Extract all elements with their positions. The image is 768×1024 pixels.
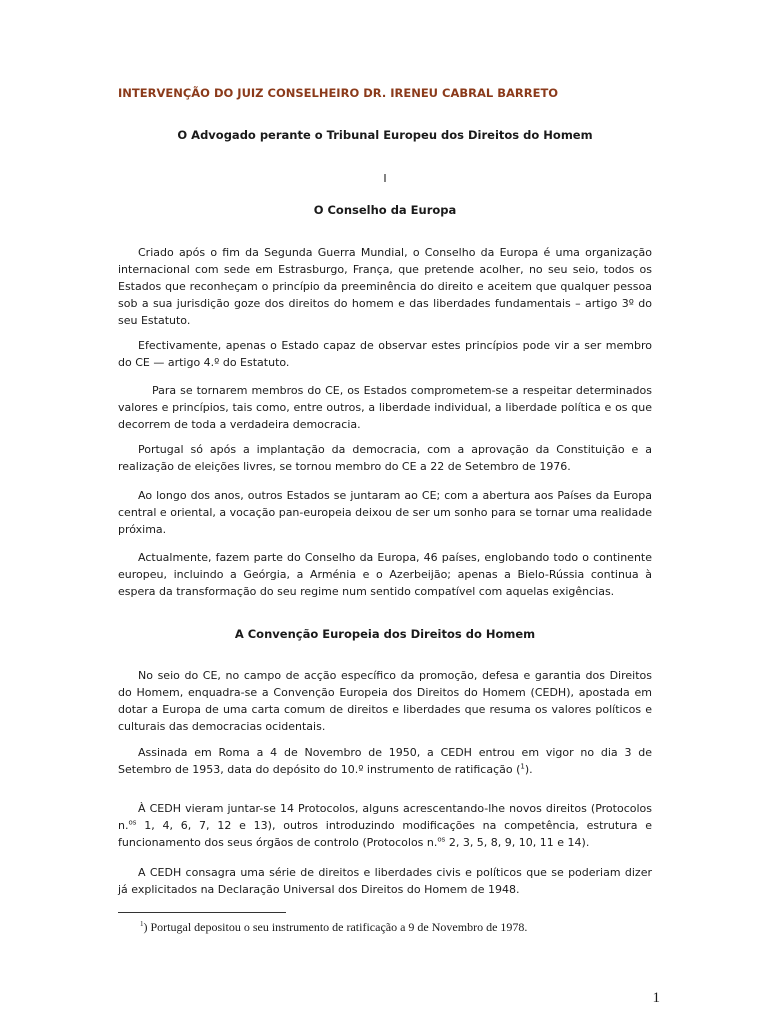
paragraph-2: Efectivamente, apenas o Estado capaz de observar estes princípios pode vir a ser membro do CE — artigo 4.º do Estatuto. (118, 339, 652, 369)
paragraph-5: Ao longo dos anos, outros Estados se juntaram ao CE; com a abertura aos Países da Europa central e oriental, a vocação pan-europeia deixou de ser um sonho para se tornar uma realidade próxima. (118, 489, 652, 536)
section-number: I (383, 172, 387, 185)
paragraph-8-end: ). (524, 763, 533, 776)
document-title: INTERVENÇÃO DO JUIZ CONSELHEIRO DR. IRENEU CABRAL BARRETO (118, 86, 559, 100)
footnote-divider (118, 912, 286, 913)
paragraph-9-text-b: 1, 4, 6, 7, 12 e 13), outros introduzindo modificações na competência, estrutura e funcionamento dos seus órgãos de controlo (Protocolos n. (118, 819, 652, 849)
footnote-marker: 1 (140, 920, 144, 928)
paragraph-9 (118, 800, 652, 851)
footnote-text: ) Portugal depositou o seu instrumento de ratificação a 9 de Novembro de 1978. (143, 920, 528, 934)
ordinal-suffix: os (437, 835, 446, 844)
paragraph-3: Para se tornarem membros do CE, os Estados comprometem-se a respeitar determinados valores e princípios, tais como, entre outros, a liberdade individual, a liberdade política e os que decorrem de toda a verdadeira democracia. (118, 384, 652, 431)
paragraph-10: A CEDH consagra uma série de direitos e liberdades civis e políticos que se poderiam dizer já explicitados na Declaração Universal dos Direitos do Homem de 1948. (118, 866, 652, 896)
document-subtitle: O Advogado perante o Tribunal Europeu dos Direitos do Homem (177, 128, 593, 142)
page-number: 1 (652, 990, 660, 1006)
paragraph-9-text-c: 2, 3, 5, 8, 9, 10, 11 e 14). (445, 836, 590, 849)
ordinal-suffix: os (128, 818, 137, 827)
paragraph-7: No seio do CE, no campo de acção específico da promoção, defesa e garantia dos Direitos do Homem, enquadra-se a Convenção Europeia dos Direitos do Homem (CEDH), apostada em dotar a Europa de uma carta comum de direitos e liberdades que resuma os valores políticos e culturais das democracias ocidentais. (118, 669, 652, 733)
paragraph-1: Criado após o fim da Segunda Guerra Mundial, o Conselho da Europa é uma organização internacional com sede em Estrasburgo, França, que pretende acolher, no seu seio, todos os Estados que reconheçam o princípio da preeminência do direito e aceitem que qualquer pessoa sob a sua jurisdição goze dos direitos do homem e das liberdades fundamentais – artigo 3º do seu Estatuto. (118, 246, 652, 327)
footnote-reference: 1 (520, 762, 525, 771)
paragraph-8 (118, 744, 652, 778)
paragraph-8-text: Assinada em Roma a 4 de Novembro de 1950, a CEDH entrou em vigor no dia 3 de Setembro de 1953, data do depósito do 10.º instrumento de ratificação ( (118, 746, 652, 776)
section-heading-conselho: O Conselho da Europa (313, 203, 457, 217)
paragraph-6: Actualmente, fazem parte do Conselho da Europa, 46 países, englobando todo o continente europeu, incluindo a Geórgia, a Arménia e o Azerbeijão; apenas a Bielo-Rússia continua à espera da transformação do seu regime num sentido compatível com aquelas exigências. (118, 551, 652, 598)
paragraph-9-text-a: À CEDH vieram juntar-se 14 Protocolos, alguns acrescentando-lhe novos direitos (Protocolos n. (118, 802, 652, 832)
footnote (140, 920, 660, 935)
paragraph-4: Portugal só após a implantação da democracia, com a aprovação da Constituição e a realização de eleições livres, se tornou membro do CE a 22 de Setembro de 1976. (118, 443, 652, 473)
section-heading-convencao: A Convenção Europeia dos Direitos do Homem (234, 627, 536, 641)
